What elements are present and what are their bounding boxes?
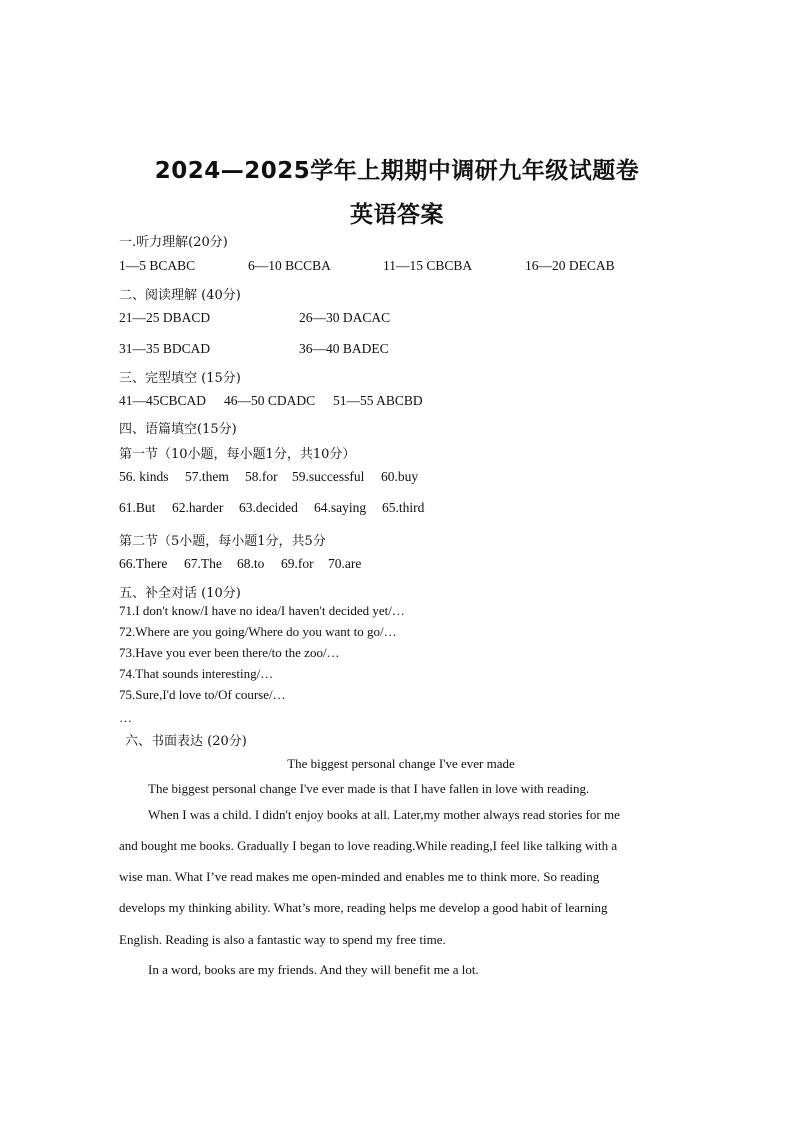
fill-answer: 69.for xyxy=(281,556,314,571)
fill-answer: 67.The xyxy=(184,556,222,571)
fill-answer: 57.them xyxy=(185,469,229,484)
essay-line: wise man. What I’ve read makes me open-minded and enables me to think more. So reading xyxy=(119,869,600,884)
essay-line: English. Reading is also a fantastic way to spend my free time. xyxy=(119,932,446,947)
page-subtitle: 英语答案 xyxy=(350,202,444,228)
fill-answer: 63.decided xyxy=(239,500,298,515)
fill-answer: 56. kinds xyxy=(119,469,169,484)
essay-line: In a word, books are my friends. And they will benefit me a lot. xyxy=(148,962,479,977)
answer-group: 11—15 CBCBA xyxy=(383,258,473,273)
subsection-heading-part2: 第二节（5小题，每小题1分，共5分 xyxy=(119,534,326,549)
section-heading-listening: 一.听力理解(20分) xyxy=(119,235,228,250)
dialogue-answer: 74.That sounds interesting/… xyxy=(119,666,274,681)
dialogue-answer: 73.Have you ever been there/to the zoo/… xyxy=(119,645,340,660)
section-heading-dialogue: 五、补全对话 (10分) xyxy=(119,586,241,601)
fill-answer: 70.are xyxy=(328,556,362,571)
answer-group: 41—45CBCAD xyxy=(119,393,207,408)
dialogue-answer: 71.I don't know/I have no idea/I haven't decided yet/… xyxy=(119,603,405,618)
answer-group: 51—55 ABCBD xyxy=(333,393,423,408)
fill-answer: 60.buy xyxy=(381,469,419,484)
fill-answer: 68.to xyxy=(237,556,265,571)
answer-group: 36—40 BADEC xyxy=(299,341,389,356)
dialogue-answer: 72.Where are you going/Where do you want to go/… xyxy=(119,624,397,639)
answer-group: 21—25 DBACD xyxy=(119,310,211,325)
page-title: 2024—2025学年上期期中调研九年级试题卷 xyxy=(154,158,640,184)
answer-group: 1—5 BCABC xyxy=(119,258,196,273)
subsection-heading-part1: 第一节（10小题，每小题1分，共10分） xyxy=(119,447,356,462)
dialogue-trailing-ellipsis: … xyxy=(119,710,132,725)
fill-answer: 58.for xyxy=(245,469,278,484)
section-heading-cloze: 三、完型填空 (15分) xyxy=(119,371,241,386)
answer-group: 31—35 BDCAD xyxy=(119,341,211,356)
dialogue-answer: 75.Sure,I'd love to/Of course/… xyxy=(119,687,286,702)
fill-answer: 59.successful xyxy=(292,469,365,484)
essay-line: develops my thinking ability. What’s more, reading helps me develop a good habit of learning xyxy=(119,900,608,915)
section-heading-passage-fill: 四、语篇填空(15分) xyxy=(119,422,237,437)
fill-answer: 64.saying xyxy=(314,500,367,515)
fill-answer: 66.There xyxy=(119,556,168,571)
essay-title: The biggest personal change I've ever made xyxy=(287,756,515,771)
essay-line: and bought me books. Gradually I began to love reading.While reading,I feel like talking with a xyxy=(119,838,618,853)
section-heading-writing: 六、书面表达 (20分) xyxy=(125,734,247,749)
answer-group: 6—10 BCCBA xyxy=(248,258,331,273)
fill-answer: 61.But xyxy=(119,500,156,515)
fill-answer: 62.harder xyxy=(172,500,224,515)
section-heading-reading: 二、阅读理解 (40分) xyxy=(119,288,241,303)
answer-group: 26—30 DACAC xyxy=(299,310,391,325)
answer-group: 16—20 DECAB xyxy=(525,258,615,273)
essay-line: The biggest personal change I've ever made is that I have fallen in love with reading. xyxy=(148,781,590,796)
essay-line: When I was a child. I didn't enjoy books at all. Later,my mother always read stories for me xyxy=(148,807,620,822)
fill-answer: 65.third xyxy=(382,500,425,515)
answer-group: 46—50 CDADC xyxy=(224,393,316,408)
